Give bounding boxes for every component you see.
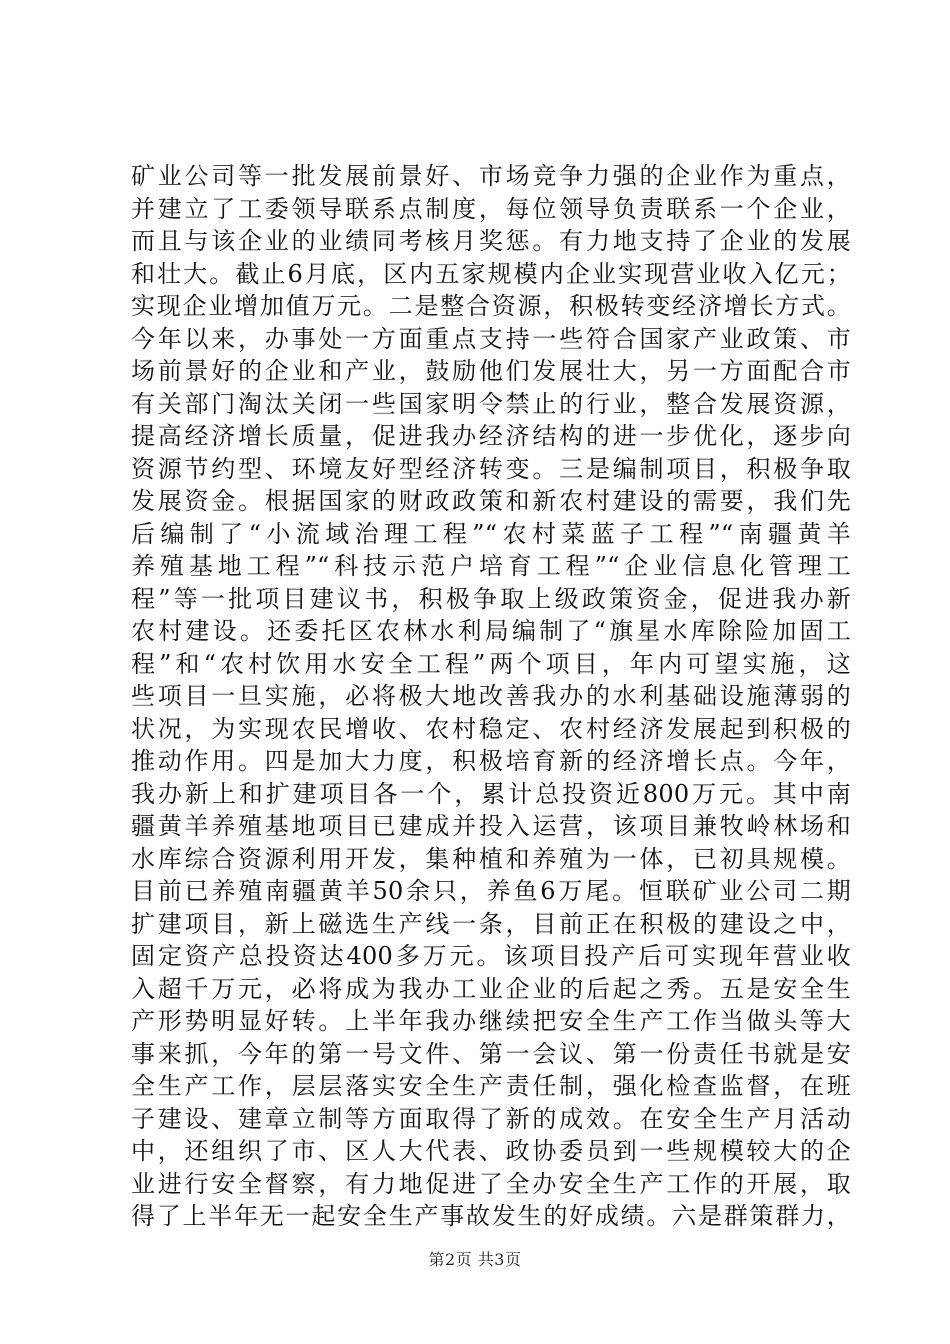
text-line: 今年以来，办事处一方面重点支持一些符合国家产业政策、市 [131, 324, 851, 353]
text-line: 水库综合资源利用开发，集种植和养殖为一体，已初具规模。 [131, 844, 851, 873]
text-line: 农村建设。还委托区农林水利局编制了“旗星水库除险加固工 [131, 617, 851, 645]
text-line: 子建设、建章立制等方面取得了新的成效。在安全生产月活动 [131, 1104, 851, 1133]
text-line: 疆黄羊养殖基地项目已建成并投入运营，该项目兼牧岭林场和 [131, 812, 851, 840]
text-line: 产形势明显好转。上半年我办继续把安全生产工作当做头等大 [131, 1007, 851, 1035]
text-line: 程”等一批项目建议书，积极争取上级政策资金，促进我办新 [131, 584, 851, 613]
page-number-footer: 第2页 共3页 [428, 1250, 522, 1269]
text-line: 后编制了“小流域治理工程”“农村菜蓝子工程”“南疆黄羊 [131, 519, 851, 548]
text-line: 扩建项目，新上磁选生产线一条，目前正在积极的建设之中， [131, 909, 851, 938]
text-line: 提高经济增长质量，促进我办经济结构的进一步优化，逐步向 [131, 422, 851, 450]
text-line: 固定资产总投资达400多万元。该项目投产后可实现年营业收 [131, 942, 851, 970]
text-line: 业进行安全督察，有力地促进了全办安全生产工作的开展，取 [131, 1169, 851, 1198]
text-line: 事来抓，今年的第一号文件、第一会议、第一份责任书就是安 [131, 1039, 851, 1068]
text-line: 中，还组织了市、区人大代表、政协委员到一些规模较大的企 [131, 1137, 851, 1165]
text-line: 场前景好的企业和产业，鼓励他们发展壮大，另一方面配合市 [131, 357, 851, 385]
text-line: 我办新上和扩建项目各一个，累计总投资近800万元。其中南 [131, 779, 851, 808]
text-line: 矿业公司等一批发展前景好、市场竞争力强的企业作为重点， [131, 162, 851, 190]
text-line: 而且与该企业的业绩同考核月奖惩。有力地支持了企业的发展 [131, 227, 851, 255]
text-line: 发展资金。根据国家的财政政策和新农村建设的需要，我们先 [131, 487, 851, 515]
text-line: 目前已养殖南疆黄羊50余只，养鱼6万尾。恒联矿业公司二期 [131, 877, 851, 905]
text-line: 并建立了工委领导联系点制度，每位领导负责联系一个企业， [131, 194, 851, 223]
text-line: 养殖基地工程”“科技示范户培育工程”“企业信息化管理工 [131, 552, 851, 580]
text-line: 全生产工作，层层落实安全生产责任制，强化检查监督，在班 [131, 1072, 851, 1100]
text-line: 入超千万元，必将成为我办工业企业的后起之秀。五是安全生 [131, 974, 851, 1003]
text-line: 程”和“农村饮用水安全工程”两个项目，年内可望实施，这 [131, 649, 851, 678]
text-line: 和壮大。截止6月底，区内五家规模内企业实现营业收入亿元； [131, 259, 851, 288]
text-line: 状况，为实现农民增收、农村稳定、农村经济发展起到积极的 [131, 714, 851, 743]
text-line: 些项目一旦实施，必将极大地改善我办的水利基础设施薄弱的 [131, 682, 851, 710]
text-line: 推动作用。四是加大力度，积极培育新的经济增长点。今年， [131, 747, 851, 775]
text-line: 资源节约型、环境友好型经济转变。三是编制项目，积极争取 [131, 454, 851, 483]
text-line: 实现企业增加值万元。二是整合资源，积极转变经济增长方式。 [131, 292, 851, 320]
text-line: 得了上半年无一起安全生产事故发生的好成绩。六是群策群力， [131, 1202, 851, 1230]
text-line: 有关部门淘汰关闭一些国家明令禁止的行业，整合发展资源， [131, 389, 851, 418]
body-paragraph [131, 160, 851, 1233]
